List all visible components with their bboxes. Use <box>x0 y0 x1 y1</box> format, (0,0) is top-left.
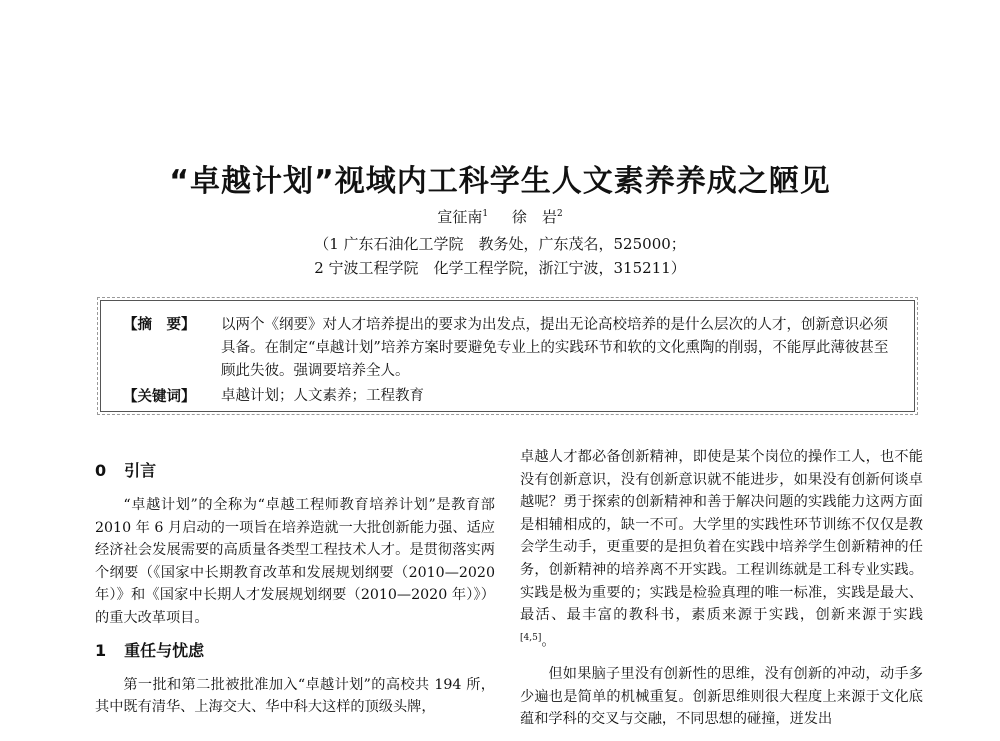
right-paragraph-2: 但如果脑子里没有创新性的思维，没有创新的冲动，动手多少遍也是简单的机械重复。创新思维则很大程度上来源于文化底蕴和学科的交叉与交融，不同思想的碰撞，迸发出 <box>520 666 923 728</box>
section-title: 引言 <box>124 461 157 480</box>
abstract-label: 【摘 要】 <box>123 317 196 333</box>
intro-paragraph: “卓越计划”的全称为“卓越工程师教育培养计划”是教育部 2010 年 6 月启动的一项旨在培养造就一大批创新能力强、适应经济社会发展需要的高质量各类型工程技术人才。是贯彻落实两个纲要（《国家中长期教育改革和发展规划纲要（2010—2020 年）》和《国家中长期人才发展规划纲要（2010—2020 年）》）的重大改革项目。 <box>95 497 495 626</box>
abstract-text: 以两个《纲要》对人才培养提出的要求为出发点，提出无论高校培养的是什么层次的人才，创新意识必须具备。在制定“卓越计划”培养方案时要避免专业上的实践环节和软的文化熏陶的削弱，不能厚此薄彼甚至顾此失彼。强调要培养全人。 <box>221 317 889 379</box>
affiliation-1: （1 广东石油化工学院 教务处，广东茂名，525000； <box>314 235 686 253</box>
section-title: 重任与忧虑 <box>124 640 205 660</box>
section-1-paragraph: 第一批和第二批被批准加入“卓越计划”的高校共 194 所，其中既有清华、上海交大、华中科大这样的顶级头牌， <box>95 676 495 716</box>
citation-mark: [4,5] <box>520 632 542 643</box>
keywords-row <box>123 385 196 409</box>
right-paragraph-1-end: 。 <box>541 633 556 650</box>
right-paragraph-1 <box>520 446 923 653</box>
keywords-label: 【关键词】 <box>123 389 196 405</box>
section-heading-1 <box>95 640 495 662</box>
abstract-box <box>100 300 915 412</box>
author-1-affil-mark: 1 <box>482 209 489 219</box>
affiliation-2: 2 宁波工程学院 化学工程学院，浙江宁波，315211） <box>314 259 686 277</box>
right-column <box>520 446 923 741</box>
abstract-row <box>123 313 196 337</box>
author-line <box>0 206 1000 227</box>
author-2: 徐 岩 <box>511 208 557 226</box>
section-number: 0 <box>95 461 107 480</box>
keywords-text: 卓越计划；人文素养；工程教育 <box>221 388 424 404</box>
author-1: 宣征南 <box>437 208 483 226</box>
paper-title: “卓越计划”视域内工科学生人文素养养成之陋见 <box>169 164 831 199</box>
right-paragraph-1-text: 卓越人才都必备创新精神，即使是某个岗位的操作工人，也不能没有创新意识，没有创新意识就不能进步，如果没有创新何谈卓越呢？勇于探索的创新精神和善于解决问题的实践能力这两方面是相辅相成的，缺一不可。大学里的实践性环节训练不仅仅是教会学生动手，更重要的是担负着在实践中培养学生创新精神的任务，创新精神的培养离不开实践。工程训练就是工科专业实践。实践是极为重要的；实践是检验真理的唯一标准，实践是最大、最活、最丰富的教科书，素质来源于实践，创新来源于实践 <box>520 449 923 624</box>
author-2-affil-mark: 2 <box>556 209 563 219</box>
section-heading-intro <box>95 460 495 482</box>
left-column <box>95 460 495 729</box>
section-number: 1 <box>95 640 107 660</box>
